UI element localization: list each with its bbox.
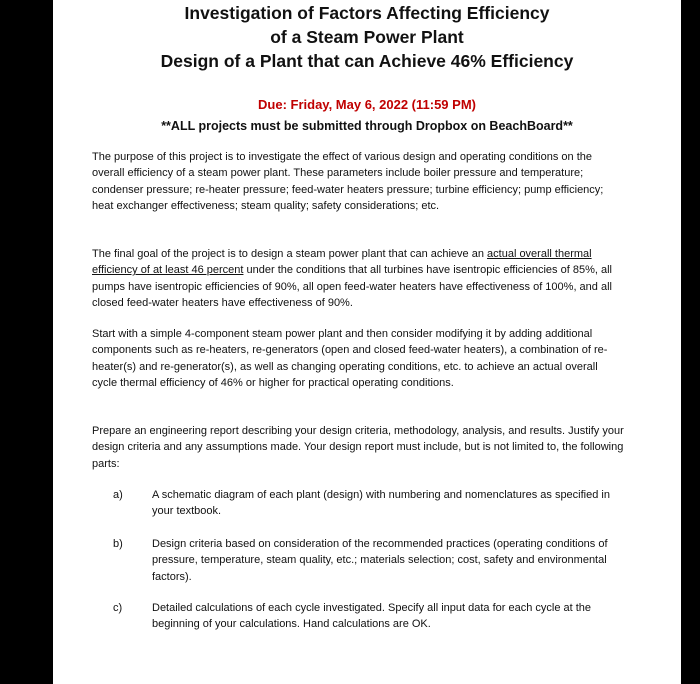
list-item-text: Detailed calculations of each cycle investigated. Specify all input data for each cycle at the beginning of your calculations. Hand calculations are OK. [152,602,592,631]
list-item-text: Design criteria based on consideration of the recommended practices (operating conditions of pressure, temperature, steam quality, etc.; materials selection; cost, safety and environmental factors). [152,538,608,583]
goal-text-start: The final goal of the project is to design a steam power plant that can achieve an [92,248,488,260]
report-paragraph: Prepare an engineering report describing your design criteria, methodology, analysis, and results. Justify your design criteria and any assumptions made. Your design report must include, but is not limited to, the following parts: [92,425,624,470]
goal-text-end: under the conditions that all turbines have isentropic efficiencies of 85%, all pumps have isentropic efficiencies of 90%, all open feed-water heaters have effectiveness of 100%, and all closed feed-water heaters have effectiveness of 90%. [92,264,612,309]
list-item-text: A schematic diagram of each plant (design) with numbering and nomenclatures as specified in your textbook. [152,489,610,518]
purpose-paragraph: The purpose of this project is to investigate the effect of various design and operating conditions on the overall efficiency of a steam power plant. These parameters include boiler pressure and temperature; condenser pressure; re-heater pressure; feed-water heaters pressure; turbine efficiency; pump efficiency; heat exchanger effectiveness; steam quality; safety considerations; etc. [92,151,604,212]
title-line-3: Design of a Plant that can Achieve 46% Efficiency [160,51,574,71]
due-date: Due: Friday, May 6, 2022 (11:59 PM) [258,97,476,112]
document-page [53,0,681,684]
list-item-marker: c) [113,602,123,614]
submission-note: **ALL projects must be submitted through Dropbox on BeachBoard** [161,119,573,133]
goal-paragraph [92,246,624,311]
title-line-2: of a Steam Power Plant [270,27,464,47]
title-line-1: Investigation of Factors Affecting Efficiency [184,3,550,23]
list-item-marker: b) [113,538,123,550]
goal-underlined-text: actual overall thermal efficiency of at least 46 percent [92,248,592,277]
list-item-marker: a) [113,489,123,501]
start-paragraph: Start with a simple 4-component steam power plant and then consider modifying it by adding additional components such as re-heaters, re-generators (open and closed feed-water heaters), a combination of re-heater(s) and re-generator(s), as well as changing operating conditions, etc. to achieve an actual overall cycle thermal efficiency of 46% or higher for practical operating conditions. [92,328,608,389]
